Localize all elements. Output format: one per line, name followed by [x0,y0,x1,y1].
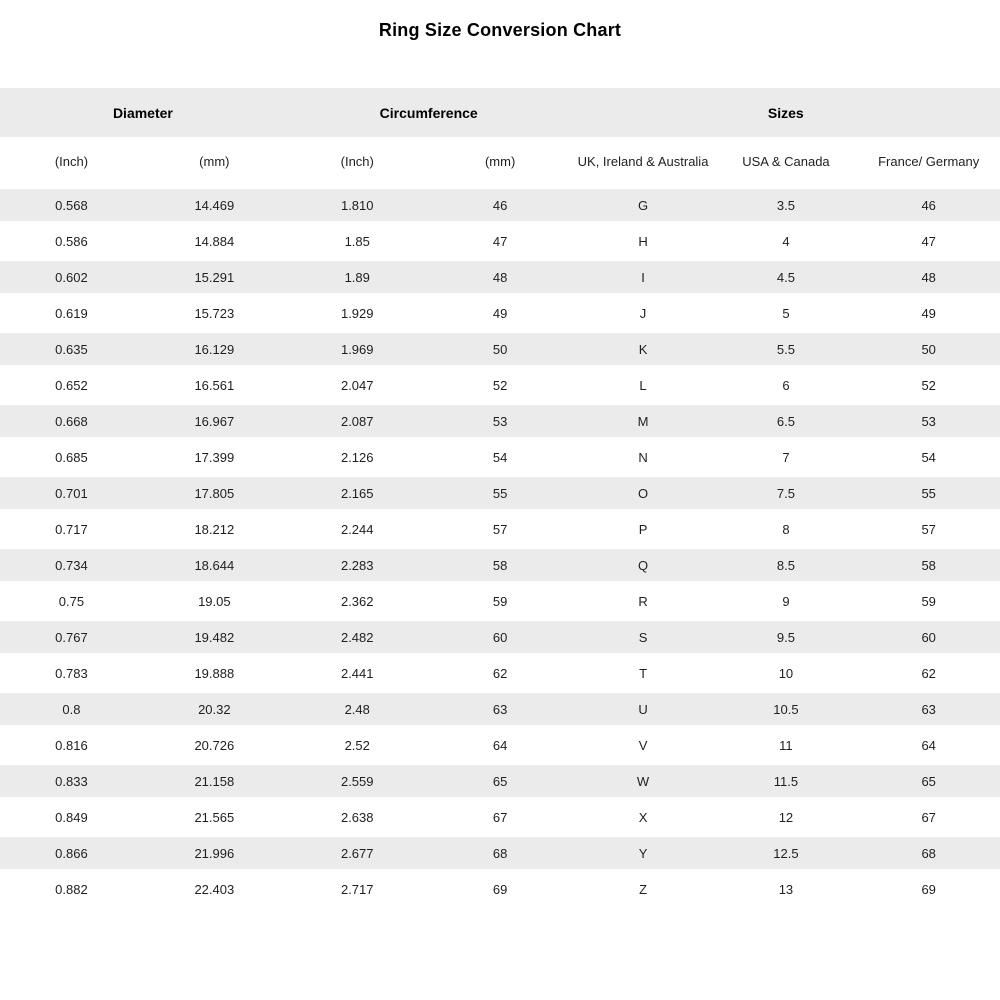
column-header-usa-canada: USA & Canada [714,137,857,187]
table-cell: J [572,295,715,331]
table-cell: 16.967 [143,403,286,439]
table-cell: H [572,223,715,259]
table-cell: 2.441 [286,655,429,691]
table-cell: 47 [857,223,1000,259]
table-cell: 54 [429,439,572,475]
table-cell: 5 [714,295,857,331]
table-cell: 65 [429,763,572,799]
table-cell: K [572,331,715,367]
table-cell: L [572,367,715,403]
table-cell: 58 [857,547,1000,583]
table-cell: 0.701 [0,475,143,511]
table-cell: 0.619 [0,295,143,331]
table-cell: 67 [857,799,1000,835]
column-header-diameter-mm: (mm) [143,137,286,187]
table-cell: 19.888 [143,655,286,691]
table-cell: 59 [429,583,572,619]
table-cell: 52 [429,367,572,403]
table-cell: 0.849 [0,799,143,835]
table-cell: 8 [714,511,857,547]
table-cell: Q [572,547,715,583]
table-cell: U [572,691,715,727]
table-cell: 2.126 [286,439,429,475]
table-cell: S [572,619,715,655]
table-cell: 52 [857,367,1000,403]
table-cell: 0.783 [0,655,143,691]
table-cell: 2.165 [286,475,429,511]
table-cell: 55 [429,475,572,511]
table-cell: 20.32 [143,691,286,727]
table-cell: M [572,403,715,439]
page-title: Ring Size Conversion Chart [378,20,622,40]
table-cell: 63 [857,691,1000,727]
table-cell: 1.969 [286,331,429,367]
table-cell: 2.717 [286,871,429,907]
table-cell: 2.087 [286,403,429,439]
table-row [0,871,1000,907]
table-cell: 12.5 [714,835,857,871]
table-cell: 6 [714,367,857,403]
table-cell: 60 [857,619,1000,655]
table-cell: 0.717 [0,511,143,547]
table-cell: 4.5 [714,259,857,295]
table-cell: 16.561 [143,367,286,403]
table-cell: 2.047 [286,367,429,403]
table-cell: 0.568 [0,187,143,223]
table-cell: 9.5 [714,619,857,655]
table-cell: 4 [714,223,857,259]
table-cell: 11 [714,727,857,763]
table-cell: 2.283 [286,547,429,583]
table-cell: N [572,439,715,475]
table-cell: 0.635 [0,331,143,367]
table-cell: 0.8 [0,691,143,727]
table-cell: G [572,187,715,223]
table-cell: 0.816 [0,727,143,763]
table-cell: 53 [857,403,1000,439]
table-cell: 49 [857,295,1000,331]
table-cell: R [572,583,715,619]
table-cell: 63 [429,691,572,727]
table-cell: 14.469 [143,187,286,223]
table-cell: 22.403 [143,871,286,907]
table-cell: 64 [429,727,572,763]
table-cell: 0.652 [0,367,143,403]
table-cell: 21.996 [143,835,286,871]
table-row [0,475,1000,511]
table-cell: 10.5 [714,691,857,727]
table-row [0,691,1000,727]
table-cell: 54 [857,439,1000,475]
table-row [0,439,1000,475]
table-row [0,799,1000,835]
table-cell: 0.685 [0,439,143,475]
table-cell: P [572,511,715,547]
table-cell: 15.291 [143,259,286,295]
table-cell: 18.212 [143,511,286,547]
table-row [0,727,1000,763]
table-cell: 50 [857,331,1000,367]
table-cell: 12 [714,799,857,835]
table-row [0,583,1000,619]
table-cell: W [572,763,715,799]
table-body [0,187,1000,907]
table-cell: 48 [429,259,572,295]
table-cell: Y [572,835,715,871]
column-group-sizes: Sizes [572,88,1000,137]
table-row [0,547,1000,583]
column-header-row [0,137,1000,187]
table-cell: 2.482 [286,619,429,655]
table-cell: 16.129 [143,331,286,367]
table-cell: 11.5 [714,763,857,799]
table-cell: 59 [857,583,1000,619]
table-cell: 69 [857,871,1000,907]
table-cell: 0.602 [0,259,143,295]
table-cell: 0.882 [0,871,143,907]
table-cell: 2.362 [286,583,429,619]
table-cell: 8.5 [714,547,857,583]
table-cell: 1.85 [286,223,429,259]
table-cell: 1.929 [286,295,429,331]
column-header-uk-ireland-australia: UK, Ireland & Australia [572,137,715,187]
table-cell: 55 [857,475,1000,511]
table-cell: 0.833 [0,763,143,799]
column-group-circumference: Circumference [286,88,572,137]
table-cell: 1.89 [286,259,429,295]
table-cell: 15.723 [143,295,286,331]
table-row [0,331,1000,367]
table-cell: 0.734 [0,547,143,583]
table-cell: 49 [429,295,572,331]
table-cell: 0.586 [0,223,143,259]
table-cell: 50 [429,331,572,367]
column-header-france-germany: France/ Germany [857,137,1000,187]
table-cell: 57 [429,511,572,547]
table-cell: 14.884 [143,223,286,259]
column-header-diameter-inch: (Inch) [0,137,143,187]
table-row [0,655,1000,691]
table-cell: 7 [714,439,857,475]
table-cell: 10 [714,655,857,691]
table-cell: 2.52 [286,727,429,763]
table-cell: 13 [714,871,857,907]
table-cell: X [572,799,715,835]
table-cell: 58 [429,547,572,583]
table-cell: 67 [429,799,572,835]
table-cell: 65 [857,763,1000,799]
table-cell: 2.559 [286,763,429,799]
table-cell: 68 [857,835,1000,871]
table-cell: 0.866 [0,835,143,871]
ring-size-table [0,88,1000,907]
table-row [0,403,1000,439]
table-row [0,835,1000,871]
table-cell: O [572,475,715,511]
table-cell: V [572,727,715,763]
table-cell: 64 [857,727,1000,763]
table-cell: 5.5 [714,331,857,367]
table-cell: 7.5 [714,475,857,511]
column-header-circumference-mm: (mm) [429,137,572,187]
table-cell: 2.677 [286,835,429,871]
table-cell: 2.638 [286,799,429,835]
table-cell: 46 [857,187,1000,223]
table-cell: 0.767 [0,619,143,655]
table-row [0,763,1000,799]
table-cell: 18.644 [143,547,286,583]
table-row [0,367,1000,403]
table-row [0,619,1000,655]
table-cell: I [572,259,715,295]
table-cell: 9 [714,583,857,619]
table-cell: T [572,655,715,691]
table-cell: 19.482 [143,619,286,655]
table-cell: Z [572,871,715,907]
table-cell: 53 [429,403,572,439]
table-cell: 2.48 [286,691,429,727]
table-cell: 2.244 [286,511,429,547]
table-cell: 21.565 [143,799,286,835]
table-cell: 19.05 [143,583,286,619]
table-cell: 6.5 [714,403,857,439]
table-cell: 68 [429,835,572,871]
column-group-diameter: Diameter [0,88,286,137]
table-cell: 17.399 [143,439,286,475]
table-cell: 62 [857,655,1000,691]
table-row [0,187,1000,223]
table-cell: 20.726 [143,727,286,763]
table-cell: 1.810 [286,187,429,223]
table-cell: 0.75 [0,583,143,619]
table-cell: 46 [429,187,572,223]
table-cell: 0.668 [0,403,143,439]
table-cell: 3.5 [714,187,857,223]
table-cell: 21.158 [143,763,286,799]
column-header-circumference-inch: (Inch) [286,137,429,187]
table-cell: 17.805 [143,475,286,511]
table-cell: 57 [857,511,1000,547]
table-cell: 60 [429,619,572,655]
table-cell: 62 [429,655,572,691]
column-group-row [0,88,1000,137]
table-cell: 47 [429,223,572,259]
table-cell: 48 [857,259,1000,295]
table-row [0,295,1000,331]
table-row [0,223,1000,259]
table-row [0,511,1000,547]
table-cell: 69 [429,871,572,907]
table-header [0,88,1000,187]
table-row [0,259,1000,295]
